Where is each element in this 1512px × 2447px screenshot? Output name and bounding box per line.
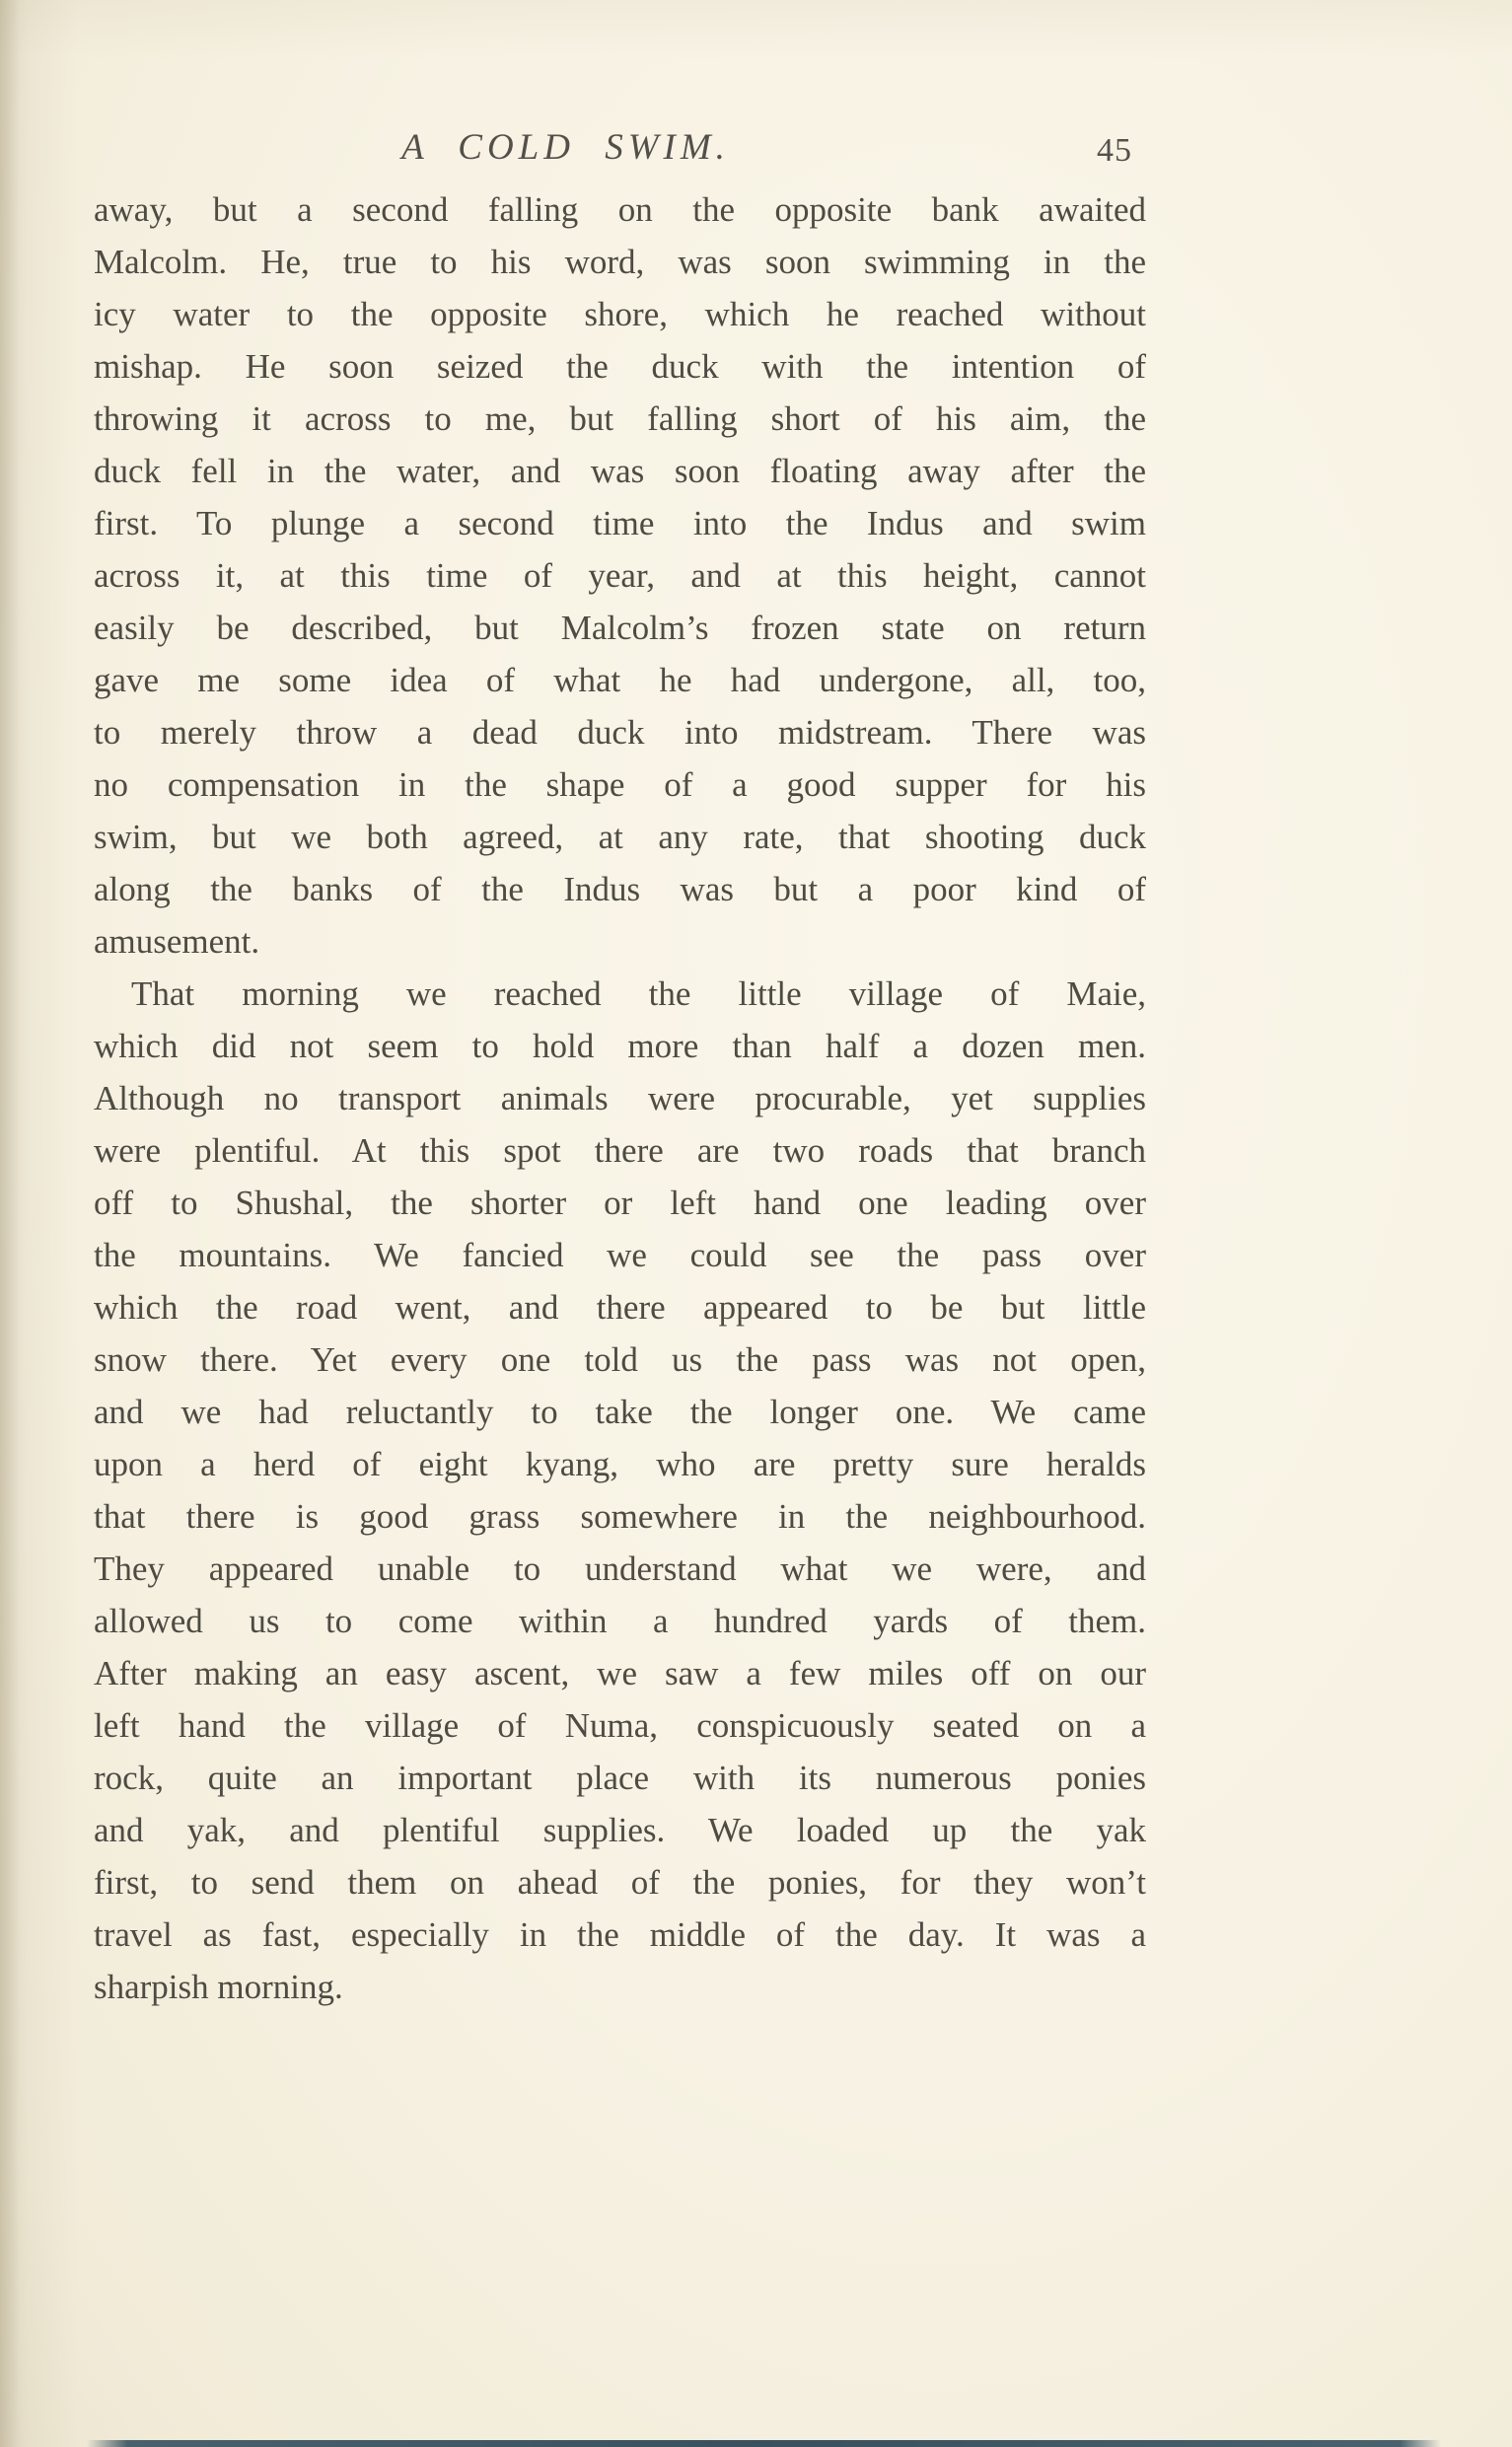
text-line: and we had reluctantly to take the longer one. We came [94,1393,1146,1431]
text-line: easily be described, but Malcolm’s frozen state on return [94,609,1146,647]
text-line: mishap. He soon seized the duck with the intention of [94,347,1146,386]
text-line: upon a herd of eight kyang, who are pretty sure heralds [94,1445,1146,1483]
text-line: were plentiful. At this spot there are two roads that branch [94,1131,1146,1170]
text-line: They appeared unable to understand what we were, and [94,1549,1146,1588]
text-line: duck fell in the water, and was soon floating away after the [94,452,1146,490]
text-line: swim, but we both agreed, at any rate, that shooting duck [94,818,1146,856]
text-line: across it, at this time of year, and at this height, cannot [94,556,1146,595]
next-page-scan-edge [87,2440,1441,2447]
text-line: Although no transport animals were procurable, yet supplies [94,1079,1146,1117]
text-line: which the road went, and there appeared to be but little [94,1288,1146,1327]
page-number: 45 [1097,132,1132,169]
page-header [94,126,1146,178]
text-line: that there is good grass somewhere in the neighbourhood. [94,1497,1146,1536]
text-line: no compensation in the shape of a good supper for his [94,765,1146,804]
text-block [94,183,1146,2013]
text-line: left hand the village of Numa, conspicuously seated on a [94,1706,1146,1745]
scan-shadow-left [0,0,20,2447]
text-line: to merely throw a dead duck into midstream. There was [94,713,1146,752]
text-line: allowed us to come within a hundred yards of them. [94,1602,1146,1640]
text-line: icy water to the opposite shore, which he reached without [94,295,1146,333]
text-line: which did not seem to hold more than half a dozen men. [94,1027,1146,1065]
text-line: off to Shushal, the shorter or left hand one leading over [94,1184,1146,1222]
paragraph [94,968,1146,2013]
text-line: rock, quite an important place with its numerous ponies [94,1759,1146,1797]
text-line: and yak, and plentiful supplies. We loaded up the yak [94,1811,1146,1849]
text-line: After making an easy ascent, we saw a few miles off on our [94,1654,1146,1692]
text-line: travel as fast, especially in the middle of the day. It was a [94,1915,1146,1954]
text-line: along the banks of the Indus was but a poor kind of [94,870,1146,908]
text-line: first, to send them on ahead of the ponies, for they won’t [94,1863,1146,1902]
text-line: amusement. [94,922,260,961]
paragraph [94,183,1146,968]
text-line: Malcolm. He, true to his word, was soon swimming in the [94,243,1146,281]
page-content [94,126,1146,2013]
text-line: sharpish morning. [94,1968,343,2006]
text-line: throwing it across to me, but falling short of his aim, the [94,399,1146,438]
text-line: That morning we reached the little village of Maie, [131,974,1146,1013]
text-line: snow there. Yet every one told us the pass was not open, [94,1340,1146,1379]
text-line: the mountains. We fancied we could see the pass over [94,1236,1146,1274]
text-line: first. To plunge a second time into the Indus and swim [94,504,1146,542]
running-title: A COLD SWIM. [401,127,730,168]
text-line: away, but a second falling on the opposite bank awaited [94,190,1146,229]
text-line: gave me some idea of what he had undergone, all, too, [94,661,1146,699]
